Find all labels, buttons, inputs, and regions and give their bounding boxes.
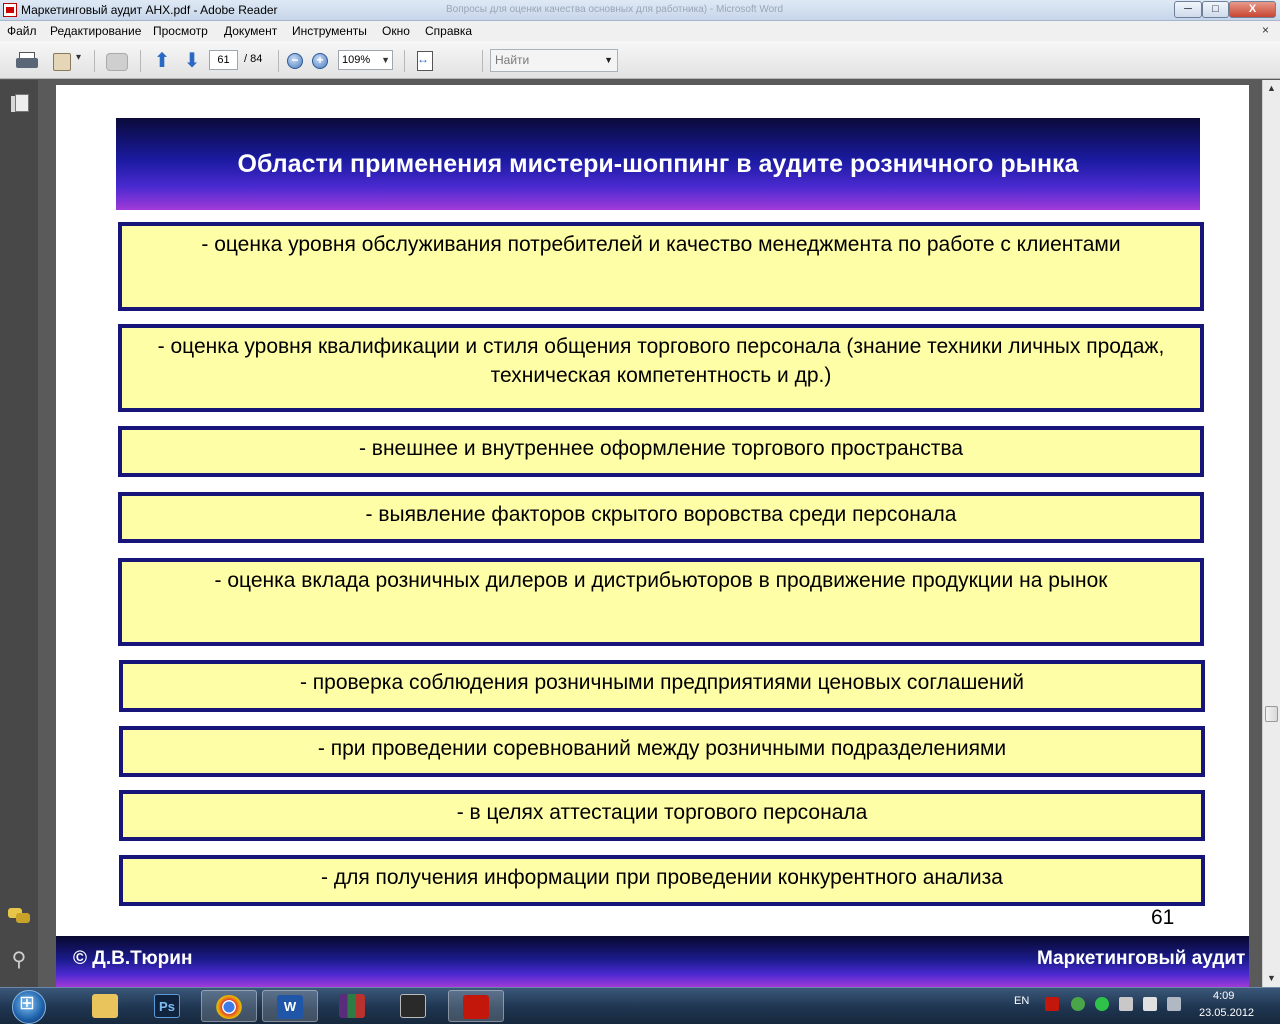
window-titlebar xyxy=(0,0,1280,21)
comments-icon[interactable] xyxy=(8,907,30,925)
zoom-select[interactable] xyxy=(338,50,393,70)
list-item: - оценка уровня квалификации и стиля общения торгового персонала (знание техники личных продаж, техническая компетентность и др.) xyxy=(118,324,1204,412)
taskbar-winrar[interactable] xyxy=(325,990,381,1022)
adobe-reader-icon xyxy=(3,3,17,17)
list-item: - оценка уровня обслуживания потребителей и качество менеджмента по работе с клиентами xyxy=(118,222,1204,311)
taskbar-word[interactable] xyxy=(262,990,318,1022)
adobe-reader-icon xyxy=(463,995,489,1019)
menu-window[interactable]: Окно xyxy=(382,24,410,38)
attachment-icon[interactable]: ⚲ xyxy=(11,949,27,971)
toolbar-separator xyxy=(140,50,141,72)
scrollbar-thumb[interactable] xyxy=(1265,706,1278,722)
window-title: Маркетинговый аудит АНХ.pdf - Adobe Reader xyxy=(21,3,278,17)
chevron-down-icon: ▼ xyxy=(381,55,390,65)
start-button[interactable] xyxy=(5,990,55,1022)
page-total: / 84 xyxy=(244,53,263,65)
toolbar-separator xyxy=(404,50,405,72)
taskbar-explorer[interactable] xyxy=(78,990,134,1022)
clock-date[interactable]: 23.05.2012 xyxy=(1199,1007,1255,1019)
list-item: - для получения информации при проведении конкурентного анализа xyxy=(119,855,1205,906)
list-item: - при проведении соревнований между розничными подразделениями xyxy=(119,726,1205,777)
network-sync-icon[interactable] xyxy=(1071,997,1085,1011)
word-icon: W xyxy=(277,995,303,1019)
scroll-up-icon[interactable]: ▲ xyxy=(1267,83,1276,93)
list-item: - выявление факторов скрытого воровства среди персонала xyxy=(118,492,1204,543)
volume-icon[interactable] xyxy=(1119,997,1133,1011)
zoom-out-icon[interactable]: − xyxy=(287,53,303,69)
menu-document[interactable]: Документ xyxy=(224,24,278,38)
slide-title: Области применения мистери-шоппинг в аудите розничного рынка xyxy=(116,118,1200,210)
list-item: - оценка вклада розничных дилеров и дистрибьюторов в продвижение продукции на рынок xyxy=(118,558,1204,646)
printer-icon[interactable] xyxy=(16,50,38,72)
taskbar-camera[interactable] xyxy=(386,990,442,1022)
toolbar-separator xyxy=(94,50,95,72)
adobe-tray-icon[interactable] xyxy=(1045,997,1059,1011)
folder-icon xyxy=(92,994,118,1018)
menu-tools[interactable]: Инструменты xyxy=(292,24,367,38)
page-number-input[interactable]: 61 xyxy=(209,50,238,70)
search-placeholder: Найти xyxy=(495,53,530,67)
action-center-flag-icon[interactable] xyxy=(1143,997,1157,1011)
status-tray-icon[interactable] xyxy=(1095,997,1109,1011)
minimize-button[interactable]: ─ xyxy=(1174,1,1202,18)
maximize-button[interactable]: □ xyxy=(1202,1,1229,18)
menu-help[interactable]: Справка xyxy=(425,24,473,38)
language-indicator[interactable]: EN xyxy=(1014,995,1030,1007)
page-down-icon[interactable]: ⬇ xyxy=(183,50,201,72)
menu-view[interactable]: Просмотр xyxy=(153,24,208,38)
menu-file[interactable]: Файл xyxy=(7,24,37,38)
fit-width-icon[interactable] xyxy=(414,50,436,72)
close-button[interactable]: X xyxy=(1229,1,1276,18)
menu-bar xyxy=(0,21,1280,41)
zoom-in-icon[interactable]: + xyxy=(312,53,328,69)
zoom-value: 109% xyxy=(342,54,371,66)
toolbar-separator xyxy=(482,50,483,72)
chrome-icon xyxy=(216,995,242,1019)
network-icon[interactable] xyxy=(1167,997,1181,1011)
toolbar-separator xyxy=(278,50,279,72)
vertical-scrollbar[interactable] xyxy=(1262,80,1280,987)
camera-icon xyxy=(400,994,426,1018)
taskbar-photoshop[interactable] xyxy=(140,990,196,1022)
footer-course-title: Маркетинговый аудит xyxy=(1037,948,1246,969)
share-icon[interactable] xyxy=(50,50,84,72)
taskbar-chrome[interactable] xyxy=(201,990,257,1022)
slide-page-number: 61 xyxy=(1151,906,1175,929)
clock-time[interactable]: 4:09 xyxy=(1213,990,1235,1002)
menu-edit[interactable]: Редактирование xyxy=(50,24,142,38)
scroll-down-icon[interactable]: ▼ xyxy=(1267,973,1276,983)
review-icon[interactable] xyxy=(105,50,129,72)
background-window-title: Вопросы для оценки качества основных для работника) - Microsoft Word xyxy=(446,4,784,15)
photoshop-icon: Ps xyxy=(154,994,180,1018)
toolbar xyxy=(0,41,1280,79)
list-item: - внешнее и внутреннее оформление торгового пространства xyxy=(118,426,1204,477)
winrar-icon xyxy=(339,994,365,1018)
list-item: - проверка соблюдения розничными предприятиями ценовых соглашений xyxy=(119,660,1205,712)
list-item: - в целях аттестации торгового персонала xyxy=(119,790,1205,841)
chevron-down-icon[interactable]: ▼ xyxy=(604,55,613,65)
document-close-button[interactable]: × xyxy=(1262,23,1270,37)
footer-author: © Д.В.Тюрин xyxy=(73,948,193,969)
search-input[interactable] xyxy=(490,49,618,72)
taskbar-adobe-reader[interactable] xyxy=(448,990,504,1022)
navigation-pane xyxy=(0,80,38,987)
pages-icon[interactable] xyxy=(11,94,27,114)
page-up-icon[interactable]: ⬆ xyxy=(153,50,171,72)
